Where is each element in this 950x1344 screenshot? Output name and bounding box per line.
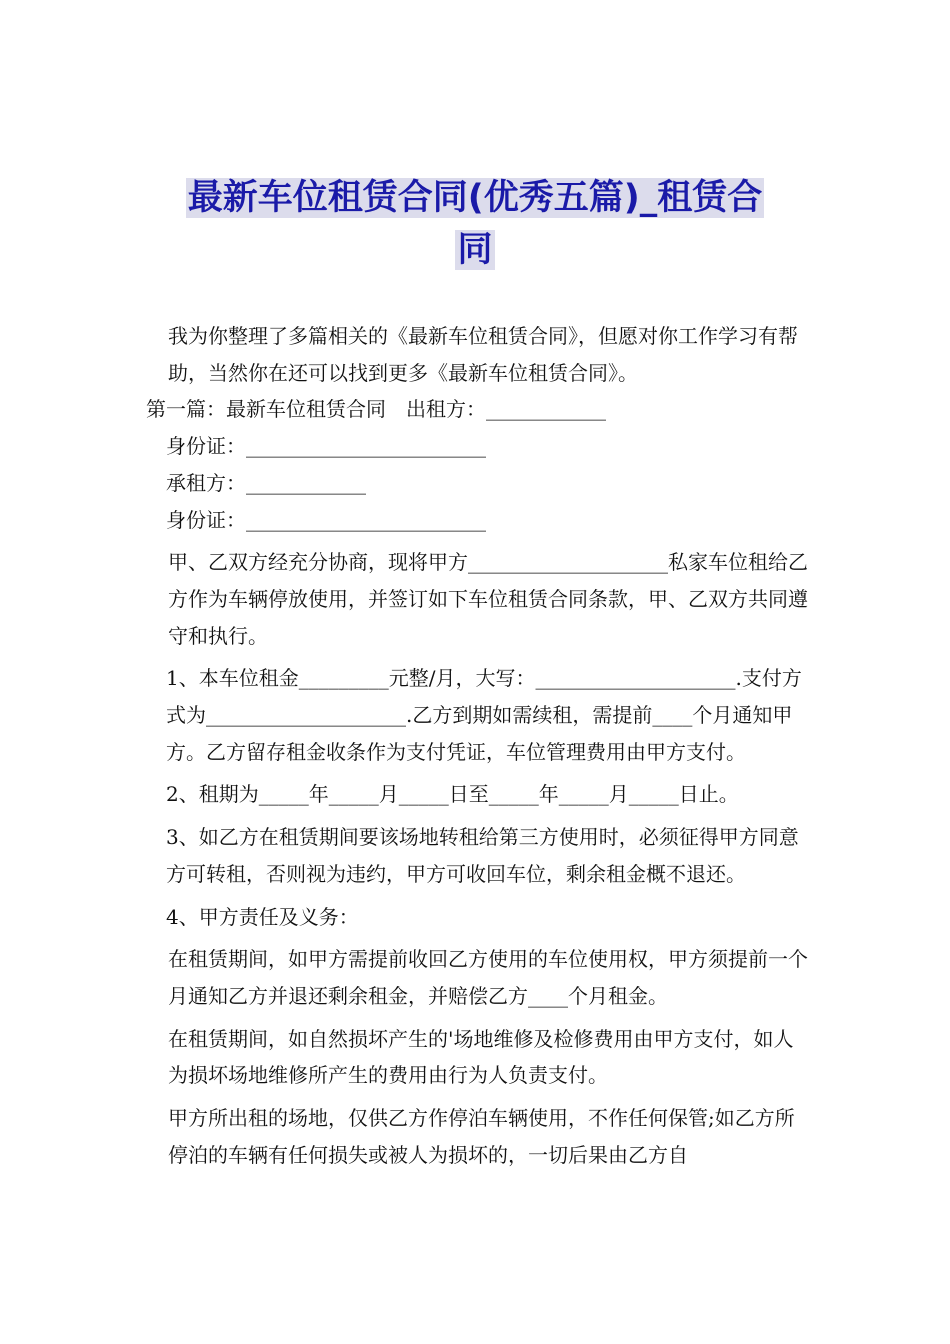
title-line-2: 同	[457, 230, 493, 270]
paragraph: 在租赁期间，如甲方需提前收回乙方使用的车位使用权，甲方须提前一个月通知乙方并退还剩余租金，并赔偿乙方____个月租金。	[168, 947, 808, 1008]
paragraph: 第一篇：最新车位租赁合同 出租方：____________	[146, 397, 606, 422]
paragraph: 甲、乙双方经充分协商，现将甲方____________________私家车位租给乙方作为车辆停放使用，并签订如下车位租赁合同条款，甲、乙双方共同遵守和执行。	[168, 550, 808, 648]
document-title	[150, 172, 800, 276]
paragraph: 2、租期为_____年_____月_____日至_____年_____月_____日止。	[166, 782, 739, 807]
paragraph: 1、本车位租金_________元整/月，大写：____________________.支付方式为____________________.乙方到期如需续租，需提前____个月通知甲方。乙方留存租金收条作为支付凭证，车位管理费用由甲方支付。	[166, 666, 802, 764]
document-body	[146, 318, 811, 1173]
paragraph: 4、甲方责任及义务：	[166, 904, 359, 929]
paragraph: 在租赁期间，如自然损坏产生的'场地维修及检修费用由甲方支付，如人为损坏场地维修所产生的费用由行为人负责支付。	[168, 1026, 794, 1088]
paragraph: 3、如乙方在租赁期间要该场地转租给第三方使用时，必须征得甲方同意方可转租，否则视为违约，甲方可收回车位，剩余租金概不退还。	[166, 825, 799, 886]
title-line-1: 最新车位租赁合同(优秀五篇)_租赁合	[187, 178, 763, 218]
paragraph: 身份证：________________________	[166, 507, 486, 532]
paragraph: 我为你整理了多篇相关的《最新车位租赁合同》，但愿对你工作学习有帮助，当然你在还可以找到更多《最新车位租赁合同》。	[168, 324, 798, 385]
paragraph: 承租方：____________	[166, 470, 366, 495]
paragraph: 甲方所出租的场地，仅供乙方作停泊车辆使用，不作任何保管;如乙方所停泊的车辆有任何损失或被人为损坏的，一切后果由乙方自	[168, 1106, 795, 1167]
paragraph: 身份证：________________________	[166, 434, 486, 459]
